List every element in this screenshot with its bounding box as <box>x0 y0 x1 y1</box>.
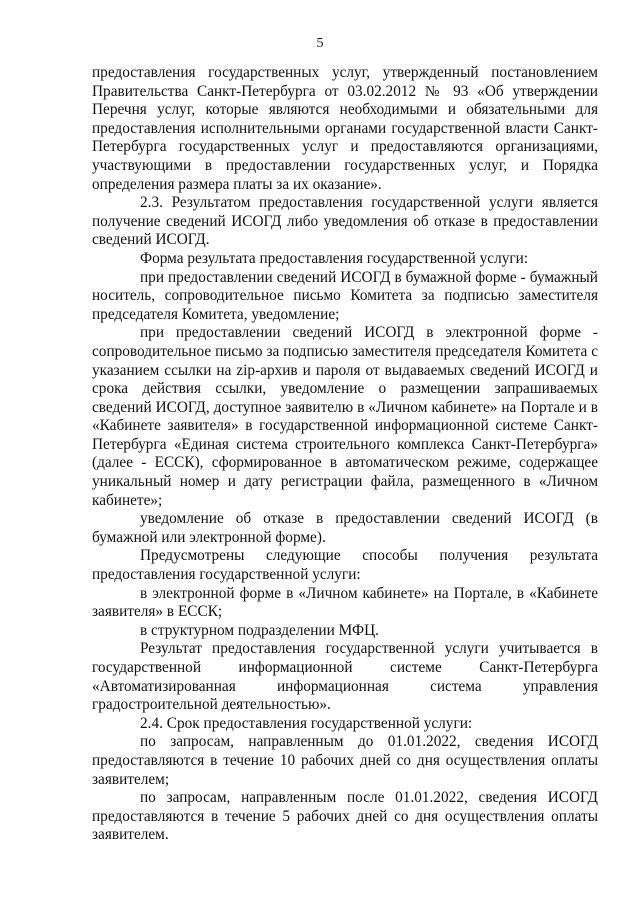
paragraph-term-before-2022: по запросам, направленным до 01.01.2022, сведения ИСОГД предоставляются в течение 10 рабочих дней со дня осуществления оплаты заявителем; <box>92 733 598 788</box>
paragraph-result-accounting: Результат предоставления государственной услуги учитывается в государственной информационной системе Санкт-Петербурга «Автоматизированная информационная система управления градостроительной деятельностью». <box>92 640 598 714</box>
paragraph-electronic-form: при предоставлении сведений ИСОГД в электронной форме - сопроводительное письмо за подписью заместителя председателя Комитета с указанием ссылки на zip-архив и пароля от выдаваемых сведений ИСОГД и срока действия ссылки, уведомление о размещении запрашиваемых сведений ИСОГД, доступное заявителю в «Личном кабинете» на Портале и в «Кабинете заявителя» в государственной информационной системе Санкт-Петербурга «Единая система строительного комплекса Санкт-Петербурга» (далее - ЕССК), сформированное в автоматическом режиме, содержащее уникальный номер и дату регистрации файла, размещенного в «Личном кабинете»; <box>92 324 598 509</box>
paragraph-receipt-mfc: в структурном подразделении МФЦ. <box>140 621 379 639</box>
paragraph-refusal-notice: уведомление об отказе в предоставлении сведений ИСОГД (в бумажной или электронной форме). <box>92 510 598 546</box>
paragraph-term-after-2022: по запросам, направленным после 01.01.2022, сведения ИСОГД предоставляются в течение 5 рабочих дней со дня осуществления оплаты заявителем. <box>92 789 598 844</box>
paragraph-2-4-term: 2.4. Срок предоставления государственной услуги: <box>140 714 473 732</box>
document-body <box>92 64 598 845</box>
paragraph-paper-form: при предоставлении сведений ИСОГД в бумажной форме - бумажный носитель, сопроводительное письмо Комитета за подписью заместителя председателя Комитета, уведомление; <box>92 268 598 323</box>
paragraph-2-3-result: 2.3. Результатом предоставления государственной услуги является получение сведений ИСОГД либо уведомления об отказе в предоставлении сведений ИСОГД. <box>92 194 598 249</box>
paragraph-continuation: предоставления государственных услуг, утвержденный постановлением Правительства Санкт-Петербурга от 03.02.2012 № 93 «Об утверждении Перечня услуг, которые являются необходимыми и обязательными для предоставления исполнительными органами государственной власти Санкт-Петербурга государственных услуг и предоставляются организациями, участвующими в предоставлении государственных услуг, и Порядка определения размера платы за их оказание». <box>92 64 598 193</box>
paragraph-result-form-heading: Форма результата предоставления государственной услуги: <box>140 249 529 267</box>
paragraph-receipt-methods: Предусмотрены следующие способы получения результата предоставления государственной услуги: <box>92 547 598 584</box>
page-number: 5 <box>316 36 324 51</box>
paragraph-receipt-electronic: в электронной форме в «Личном кабинете» на Портале, в «Кабинете заявителя» в ЕССК; <box>92 584 598 621</box>
